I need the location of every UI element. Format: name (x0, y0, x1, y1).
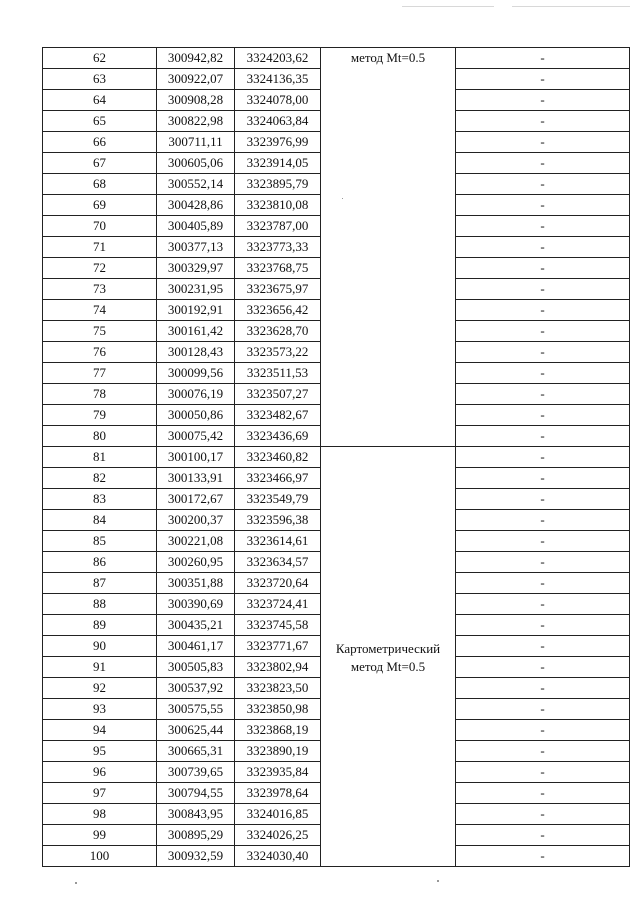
x-coordinate-cell: 300605,06 (157, 153, 235, 174)
x-coordinate-cell: 300625,44 (157, 720, 235, 741)
y-coordinate-cell: 3323614,61 (235, 531, 321, 552)
x-coordinate-cell: 300895,29 (157, 825, 235, 846)
note-cell: - (456, 300, 630, 321)
note-cell: - (456, 342, 630, 363)
point-number-cell: 88 (43, 594, 157, 615)
point-number-cell: 73 (43, 279, 157, 300)
note-cell: - (456, 573, 630, 594)
note-cell: - (456, 384, 630, 405)
point-number-cell: 87 (43, 573, 157, 594)
point-number-cell: 70 (43, 216, 157, 237)
y-coordinate-cell: 3323895,79 (235, 174, 321, 195)
method-cell: метод Мt=0.5 (321, 48, 456, 447)
point-number-cell: 72 (43, 258, 157, 279)
x-coordinate-cell: 300390,69 (157, 594, 235, 615)
point-number-cell: 76 (43, 342, 157, 363)
table-row (43, 447, 630, 468)
y-coordinate-cell: 3323935,84 (235, 762, 321, 783)
y-coordinate-cell: 3323675,97 (235, 279, 321, 300)
point-number-cell: 75 (43, 321, 157, 342)
note-cell: - (456, 153, 630, 174)
note-cell: - (456, 258, 630, 279)
x-coordinate-cell: 300435,21 (157, 615, 235, 636)
point-number-cell: 90 (43, 636, 157, 657)
y-coordinate-cell: 3323745,58 (235, 615, 321, 636)
x-coordinate-cell: 300128,43 (157, 342, 235, 363)
note-cell: - (456, 699, 630, 720)
note-cell: - (456, 825, 630, 846)
y-coordinate-cell: 3323507,27 (235, 384, 321, 405)
x-coordinate-cell: 300231,95 (157, 279, 235, 300)
note-cell: - (456, 783, 630, 804)
x-coordinate-cell: 300100,17 (157, 447, 235, 468)
x-coordinate-cell: 300908,28 (157, 90, 235, 111)
note-cell: - (456, 405, 630, 426)
y-coordinate-cell: 3323466,97 (235, 468, 321, 489)
y-coordinate-cell: 3323823,50 (235, 678, 321, 699)
y-coordinate-cell: 3323596,38 (235, 510, 321, 531)
x-coordinate-cell: 300942,82 (157, 48, 235, 69)
method-accuracy: метод Мt=0.5 (350, 659, 426, 674)
x-coordinate-cell: 300351,88 (157, 573, 235, 594)
table-body (43, 48, 630, 867)
note-cell: - (456, 657, 630, 678)
point-number-cell: 89 (43, 615, 157, 636)
x-coordinate-cell: 300172,67 (157, 489, 235, 510)
method-cell (321, 447, 456, 867)
y-coordinate-cell: 3323850,98 (235, 699, 321, 720)
y-coordinate-cell: 3323720,64 (235, 573, 321, 594)
point-number-cell: 62 (43, 48, 157, 69)
x-coordinate-cell: 300161,42 (157, 321, 235, 342)
point-number-cell: 71 (43, 237, 157, 258)
point-number-cell: 67 (43, 153, 157, 174)
x-coordinate-cell: 300075,42 (157, 426, 235, 447)
point-number-cell: 79 (43, 405, 157, 426)
point-number-cell: 74 (43, 300, 157, 321)
y-coordinate-cell: 3323460,82 (235, 447, 321, 468)
point-number-cell: 77 (43, 363, 157, 384)
x-coordinate-cell: 300200,37 (157, 510, 235, 531)
y-coordinate-cell: 3324063,84 (235, 111, 321, 132)
note-cell: - (456, 90, 630, 111)
y-coordinate-cell: 3324136,35 (235, 69, 321, 90)
note-cell: - (456, 132, 630, 153)
note-cell: - (456, 489, 630, 510)
note-cell: - (456, 636, 630, 657)
point-number-cell: 99 (43, 825, 157, 846)
y-coordinate-cell: 3324026,25 (235, 825, 321, 846)
y-coordinate-cell: 3324203,62 (235, 48, 321, 69)
x-coordinate-cell: 300505,83 (157, 657, 235, 678)
y-coordinate-cell: 3323724,41 (235, 594, 321, 615)
point-number-cell: 94 (43, 720, 157, 741)
y-coordinate-cell: 3323573,22 (235, 342, 321, 363)
x-coordinate-cell: 300739,65 (157, 762, 235, 783)
note-cell: - (456, 552, 630, 573)
y-coordinate-cell: 3323628,70 (235, 321, 321, 342)
y-coordinate-cell: 3323978,64 (235, 783, 321, 804)
scan-speck (75, 882, 77, 884)
x-coordinate-cell: 300221,08 (157, 531, 235, 552)
note-cell: - (456, 174, 630, 195)
point-number-cell: 96 (43, 762, 157, 783)
x-coordinate-cell: 300076,19 (157, 384, 235, 405)
note-cell: - (456, 279, 630, 300)
y-coordinate-cell: 3323511,53 (235, 363, 321, 384)
y-coordinate-cell: 3323976,99 (235, 132, 321, 153)
table-row (43, 48, 630, 69)
x-coordinate-cell: 300133,91 (157, 468, 235, 489)
x-coordinate-cell: 300794,55 (157, 783, 235, 804)
y-coordinate-cell: 3323773,33 (235, 237, 321, 258)
note-cell: - (456, 510, 630, 531)
point-number-cell: 84 (43, 510, 157, 531)
y-coordinate-cell: 3323656,42 (235, 300, 321, 321)
x-coordinate-cell: 300843,95 (157, 804, 235, 825)
note-cell: - (456, 363, 630, 384)
point-number-cell: 80 (43, 426, 157, 447)
x-coordinate-cell: 300377,13 (157, 237, 235, 258)
scan-speck (437, 880, 439, 882)
y-coordinate-cell: 3323634,57 (235, 552, 321, 573)
y-coordinate-cell: 3323810,08 (235, 195, 321, 216)
note-cell: - (456, 594, 630, 615)
scan-speck (342, 198, 343, 199)
note-cell: - (456, 237, 630, 258)
y-coordinate-cell: 3323914,05 (235, 153, 321, 174)
y-coordinate-cell: 3323771,67 (235, 636, 321, 657)
point-number-cell: 100 (43, 846, 157, 867)
note-cell: - (456, 846, 630, 867)
note-cell: - (456, 426, 630, 447)
coordinates-table (42, 47, 630, 867)
x-coordinate-cell: 300329,97 (157, 258, 235, 279)
note-cell: - (456, 741, 630, 762)
point-number-cell: 86 (43, 552, 157, 573)
note-cell: - (456, 615, 630, 636)
y-coordinate-cell: 3323549,79 (235, 489, 321, 510)
method-name: Картометрический (335, 641, 441, 656)
y-coordinate-cell: 3324030,40 (235, 846, 321, 867)
y-coordinate-cell: 3323802,94 (235, 657, 321, 678)
y-coordinate-cell: 3324016,85 (235, 804, 321, 825)
point-number-cell: 65 (43, 111, 157, 132)
point-number-cell: 81 (43, 447, 157, 468)
y-coordinate-cell: 3323787,00 (235, 216, 321, 237)
point-number-cell: 97 (43, 783, 157, 804)
header-rule (402, 6, 494, 7)
point-number-cell: 92 (43, 678, 157, 699)
note-cell: - (456, 531, 630, 552)
x-coordinate-cell: 300922,07 (157, 69, 235, 90)
y-coordinate-cell: 3323482,67 (235, 405, 321, 426)
point-number-cell: 83 (43, 489, 157, 510)
point-number-cell: 78 (43, 384, 157, 405)
note-cell: - (456, 720, 630, 741)
note-cell: - (456, 216, 630, 237)
note-cell: - (456, 447, 630, 468)
point-number-cell: 98 (43, 804, 157, 825)
x-coordinate-cell: 300932,59 (157, 846, 235, 867)
point-number-cell: 85 (43, 531, 157, 552)
y-coordinate-cell: 3323868,19 (235, 720, 321, 741)
note-cell: - (456, 321, 630, 342)
point-number-cell: 93 (43, 699, 157, 720)
y-coordinate-cell: 3324078,00 (235, 90, 321, 111)
x-coordinate-cell: 300665,31 (157, 741, 235, 762)
x-coordinate-cell: 300822,98 (157, 111, 235, 132)
x-coordinate-cell: 300711,11 (157, 132, 235, 153)
x-coordinate-cell: 300192,91 (157, 300, 235, 321)
note-cell: - (456, 804, 630, 825)
point-number-cell: 91 (43, 657, 157, 678)
y-coordinate-cell: 3323768,75 (235, 258, 321, 279)
point-number-cell: 66 (43, 132, 157, 153)
x-coordinate-cell: 300099,56 (157, 363, 235, 384)
point-number-cell: 68 (43, 174, 157, 195)
header-rule (512, 6, 630, 7)
y-coordinate-cell: 3323890,19 (235, 741, 321, 762)
note-cell: - (456, 69, 630, 90)
point-number-cell: 95 (43, 741, 157, 762)
y-coordinate-cell: 3323436,69 (235, 426, 321, 447)
point-number-cell: 63 (43, 69, 157, 90)
x-coordinate-cell: 300461,17 (157, 636, 235, 657)
point-number-cell: 64 (43, 90, 157, 111)
x-coordinate-cell: 300050,86 (157, 405, 235, 426)
note-cell: - (456, 195, 630, 216)
note-cell: - (456, 678, 630, 699)
point-number-cell: 82 (43, 468, 157, 489)
x-coordinate-cell: 300405,89 (157, 216, 235, 237)
note-cell: - (456, 111, 630, 132)
note-cell: - (456, 48, 630, 69)
x-coordinate-cell: 300260,95 (157, 552, 235, 573)
note-cell: - (456, 762, 630, 783)
note-cell: - (456, 468, 630, 489)
point-number-cell: 69 (43, 195, 157, 216)
x-coordinate-cell: 300537,92 (157, 678, 235, 699)
x-coordinate-cell: 300575,55 (157, 699, 235, 720)
x-coordinate-cell: 300552,14 (157, 174, 235, 195)
x-coordinate-cell: 300428,86 (157, 195, 235, 216)
